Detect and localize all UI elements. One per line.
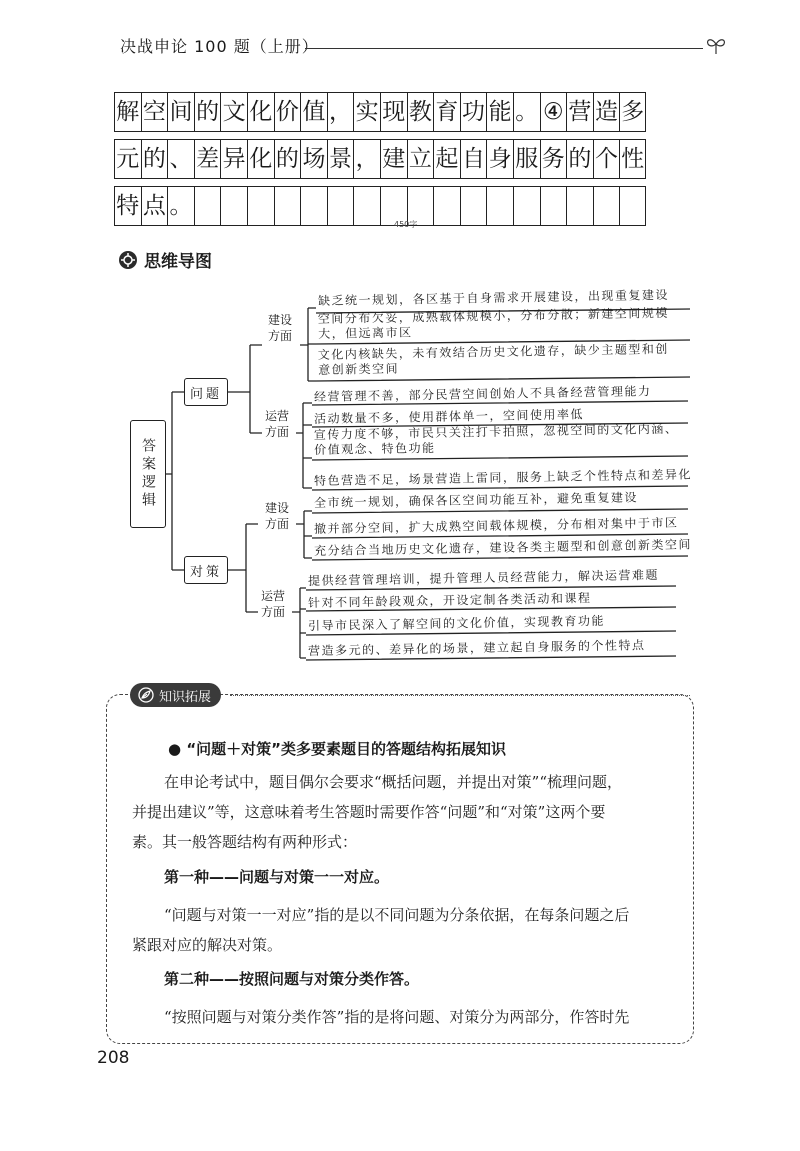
grid-cell: 的 [566,139,593,179]
solution-construction-label: 建设方面 [264,501,289,531]
grid-cell: 教 [407,92,434,132]
grid-cell: 、 [167,139,194,179]
problem-operation-item: 特色营造不足，场景营造上雷同，服务上缺乏个性特点和差异化 [313,467,693,488]
type1-heading: 第一种——问题与对策一一对应。 [164,868,390,886]
grid-cell: 起 [433,139,460,179]
grid-cell: 实 [353,92,380,132]
grid-cell: 的 [194,92,221,132]
bullet-dot-icon: ● [168,740,187,758]
paragraph-line: “按照问题与对策分类作答”指的是将问题、对策分为两部分，作答时先 [164,1008,630,1026]
solution-operation-label: 运营方面 [260,589,285,619]
grid-cell: 差 [194,139,221,179]
grid-cell: 化 [247,92,274,132]
knowledge-tag-text: 知识拓展 [159,689,212,705]
node-problem: 问题 [184,378,228,406]
page-number: 208 [97,1048,130,1068]
grid-cell: ， [327,92,354,132]
grid-cell: 身 [486,139,513,179]
grid-cell: 务 [540,139,567,179]
problem-construction-item: 缺乏统一规划，各区基于自身需求开展建设，出现重复建设 [317,287,670,308]
paragraph-line: 紧跟对应的解决对策。 [132,936,283,954]
problem-operation-item: 活动数量不多，使用群体单一，空间使用率低 [313,407,585,426]
knowledge-bullet-title: ● “问题＋对策”类多要素题目的答题结构拓展知识 [168,740,507,758]
grid-cell: 场 [300,139,327,179]
grid-cell: 元 [114,139,141,179]
solution-operation-item: 针对不同年龄段观众，开设定制各类活动和课程 [307,591,592,610]
grid-cell: 服 [513,139,540,179]
grid-cell: 现 [380,92,407,132]
running-header-title: 决战申论 100 题（上册） [120,37,319,56]
grid-cell: 建 [380,139,407,179]
grid-cell: 。 [513,92,540,132]
problem-operation-item: 经营管理不善，部分民营空间创始人不具备经营管理能力 [313,384,652,404]
grid-cell: 性 [619,139,646,179]
mindmap-heading-text: 思维导图 [144,252,212,272]
grid-cell: 的 [274,139,301,179]
grid-cell: 自 [460,139,487,179]
solution-operation-item: 营造多元的、差异化的场景，建立起自身服务的个性特点 [307,638,646,658]
type2-heading: 第二种——按照问题与对策分类作答。 [164,970,420,988]
grid-cell: 能 [486,92,513,132]
grid-cell: 特 [114,186,141,226]
paragraph-line: 在申论考试中，题目偶尔会要求“概括问题，并提出对策”“梳理问题， [164,773,623,791]
paragraph-line: 并提出建议”等，这意味着考生答题时需要作答“问题”和“对策”这两个要 [132,803,606,821]
solution-construction-item: 撤并部分空间，扩大成熟空间载体规模，分布相对集中于市区 [313,515,679,536]
word-count-marker: 450字 [394,220,418,229]
solution-operation-item: 提供经营管理培训，提升管理人员经营能力，解决运营难题 [307,567,660,588]
grid-cell: 化 [247,139,274,179]
grid-cell: 多 [619,92,646,132]
grid-cell: 景 [327,139,354,179]
grid-cell: 异 [220,139,247,179]
grid-cell: 值 [300,92,327,132]
knowledge-tag-rule [230,695,690,696]
grid-cell: 点 [141,186,168,226]
problem-construction-item: 空间分布欠妥，成熟载体规模小，分布分散；新建空间规模大，但远离市区 [317,305,669,341]
grid-cell: 。 [167,186,194,226]
problem-operation-label: 运营方面 [264,409,289,439]
paragraph-line: “问题与对策一一对应”指的是以不同问题为分条依据，在每条问题之后 [164,906,630,924]
grid-cell: 育 [433,92,460,132]
leaf-icon [138,687,154,703]
problem-construction-item: 文化内核缺失，未有效结合历史文化遗存，缺少主题型和创意创新类空间 [317,341,669,377]
grid-cell: ④ [540,92,567,132]
node-solution: 对策 [184,556,228,584]
grid-cell: 营 [566,92,593,132]
solution-construction-item: 充分结合当地历史文化遗存，建设各类主题型和创意创新类空间 [313,537,693,558]
problem-construction-label: 建设方面 [267,313,292,343]
knowledge-tag [130,683,221,707]
grid-cell: 个 [593,139,620,179]
grid-cell: 造 [593,92,620,132]
mindmap-root-node: 答案逻辑 [130,420,166,528]
grid-cell: 立 [407,139,434,179]
grid-cell: 空 [141,92,168,132]
solution-operation-item: 引导市民深入了解空间的文化价值，实现教育功能 [307,613,606,633]
problem-operation-item: 宣传力度不够，市民只关注打卡拍照，忽视空间的文化内涵、价值观念、特色功能 [313,421,679,457]
grid-cell: 的 [141,139,168,179]
grid-cell: 间 [167,92,194,132]
grid-cell: 解 [114,92,141,132]
grid-cell: 功 [460,92,487,132]
solution-construction-item: 全市统一规划，确保各区空间功能互补，避免重复建设 [313,490,639,510]
paragraph-line: 素。其一般答题结构有两种形式： [132,833,358,851]
grid-cell: 价 [274,92,301,132]
grid-cell: ， [353,139,380,179]
grid-cell: 文 [220,92,247,132]
